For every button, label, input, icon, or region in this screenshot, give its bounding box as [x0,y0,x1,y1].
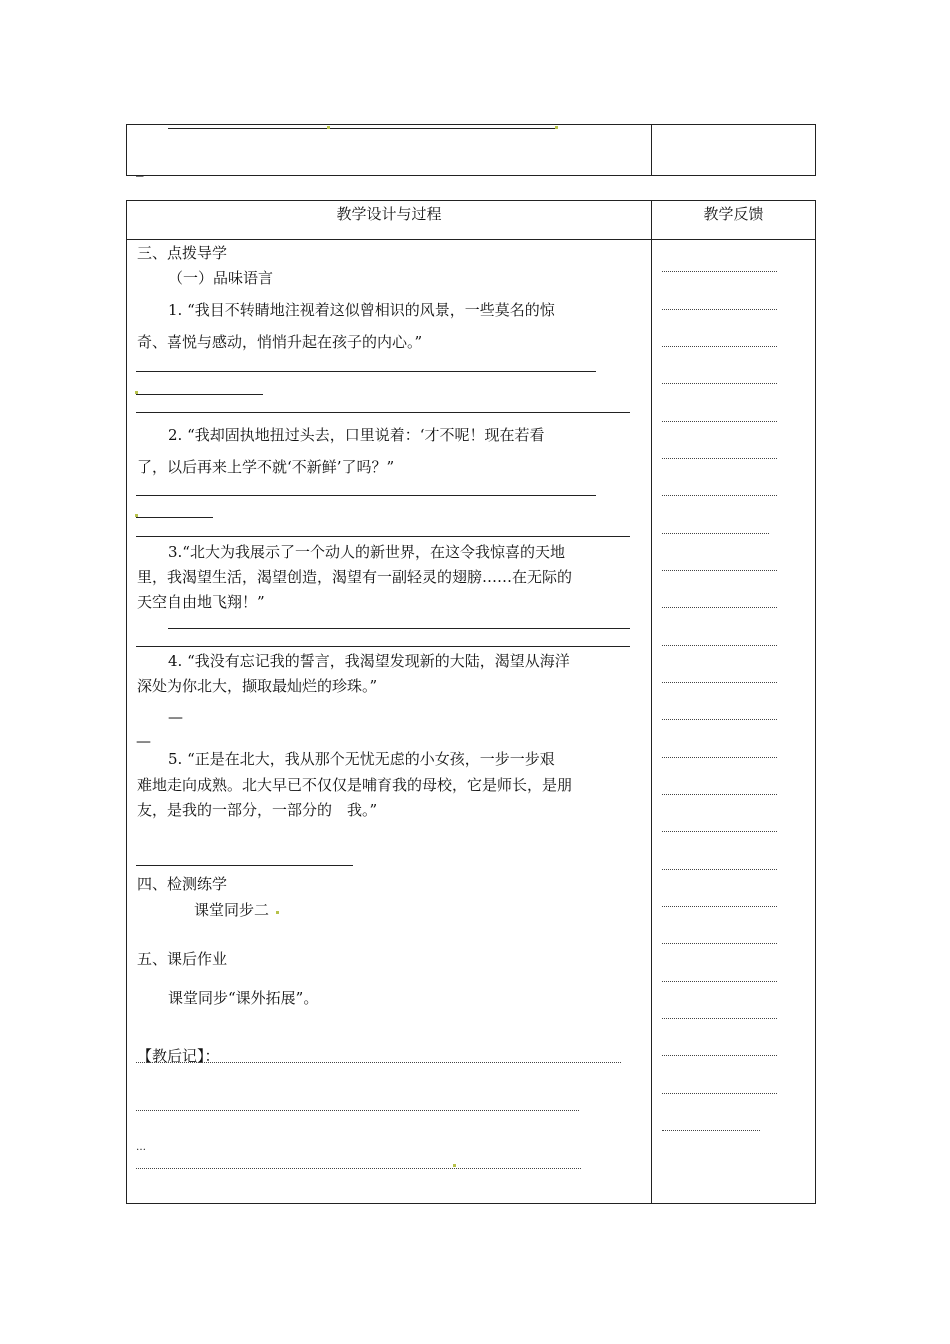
feedback-line [662,831,777,832]
marker-dot [276,911,279,914]
answer-line [136,394,263,395]
answer-line [136,865,353,866]
feedback-line [662,309,777,310]
answer-line [168,628,630,629]
marker-dot [327,126,330,129]
answer-dash: — [168,708,183,726]
feedback-line [662,1055,777,1056]
feedback-line [662,869,777,870]
feedback-line [662,943,777,944]
feedback-line [662,1130,760,1131]
top-table-divider [651,124,652,176]
top-table [126,124,816,176]
notes-mark: … [136,1142,146,1153]
homework-item: 课堂同步“课外拓展”。 [168,989,319,1007]
notes-line [136,1062,621,1063]
question-1-line-2: 奇、喜悦与感动，悄悄升起在孩子的内心。” [137,333,423,351]
answer-line [136,495,596,496]
main-table-divider [651,200,652,1204]
feedback-line [662,495,777,496]
feedback-line [662,1093,777,1094]
answer-line [136,646,630,647]
feedback-line [662,719,777,720]
section-title: 五、课后作业 [137,950,228,968]
question-3-line-2: 里，我渴望生活，渴望创造，渴望有一副轻灵的翅膀……在无际的 [137,568,573,586]
notes-line [136,1168,581,1169]
feedback-line [662,346,777,347]
question-4-line-1: 4. “我没有忘记我的誓言，我渴望发现新的大陆，渴望从海洋 [168,652,570,670]
answer-line [136,536,630,537]
feedback-line [662,533,769,534]
feedback-line [662,794,777,795]
answer-line [136,517,213,518]
feedback-line [662,271,777,272]
answer-line [136,412,630,413]
feedback-line [662,1018,777,1019]
marker-dot [555,126,558,129]
top-mark: _ [136,159,144,177]
answer-line [136,371,596,372]
subsection-title: （一）品味语言 [168,269,274,287]
top-answer-line [168,128,328,129]
question-3-line-1: 3.“北大为我展示了一个动人的新世界，在这令我惊喜的天地 [168,543,565,561]
question-2-line-2: 了，以后再来上学不就‘不新鲜’了吗？” [137,458,395,476]
question-5-line-1: 5. “正是在北大，我从那个无忧无虑的小女孩，一步一步艰 [168,750,555,768]
notes-line [136,1110,579,1111]
top-answer-line [330,128,556,129]
feedback-line [662,981,777,982]
question-2-line-1: 2. “我却固执地扭过头去，口里说着：‘才不呢！现在若看 [168,426,545,444]
feedback-line [662,645,777,646]
feedback-line [662,906,777,907]
feedback-line [662,607,777,608]
section-title: 三、点拨导学 [137,244,228,262]
column-header-process: 教学设计与过程 [336,205,442,223]
question-5-line-3: 友，是我的一部分，一部分的 我。” [137,801,378,819]
feedback-line [662,570,777,571]
question-5-line-2: 难地走向成熟。北大早已不仅仅是哺育我的母校，它是师长，是朋 [137,776,573,794]
question-1-line-1: 1. “我目不转睛地注视着这似曾相识的风景，一些莫名的惊 [168,301,555,319]
column-header-feedback: 教学反馈 [703,205,764,223]
notes-label: 【教后记】： [137,1047,220,1065]
feedback-line [662,458,777,459]
marker-dot [453,1164,456,1167]
answer-dash: — [136,732,151,750]
question-4-line-2: 深处为你北大，撷取最灿烂的珍珠。” [137,677,378,695]
practice-item: 课堂同步二 [194,901,270,919]
feedback-line [662,421,777,422]
feedback-line [662,682,777,683]
feedback-line [662,757,777,758]
question-3-line-3: 天空自由地飞翔！” [137,593,265,611]
header-row-divider [126,239,816,240]
feedback-line [662,383,777,384]
section-title: 四、检测练学 [137,875,228,893]
